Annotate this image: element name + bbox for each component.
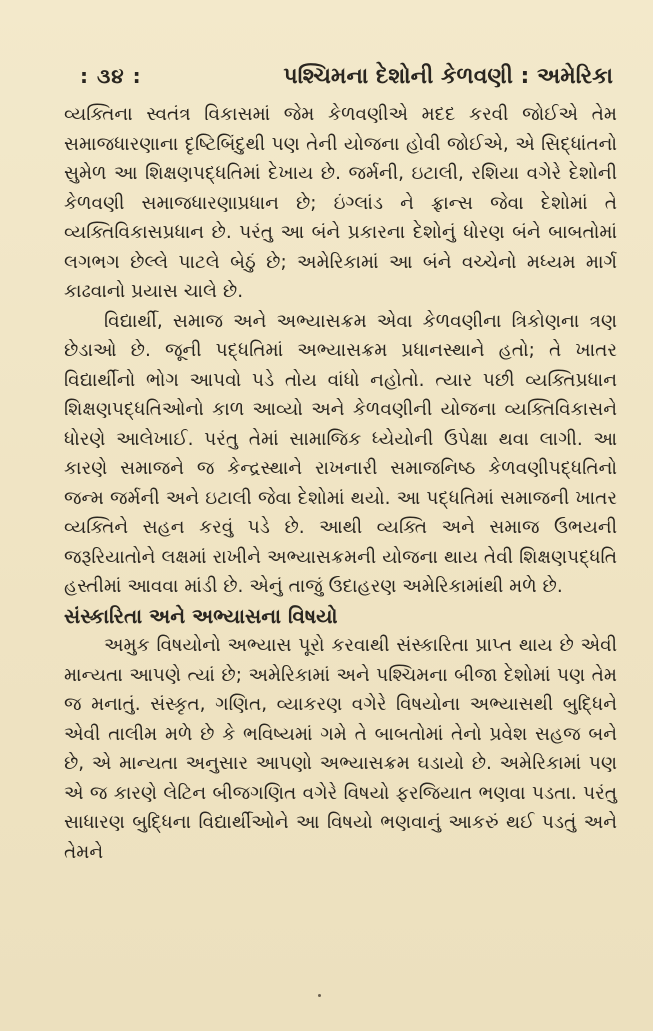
- paragraph-2: વિદ્યાર્થી, સમાજ અને અભ્યાસક્રમ એવા કેળવણીના ત્રિકોણના ત્રણ છેડાઓ છે. જૂની પદ્ધતિમાં અભ્યાસક્રમ પ્રધાનસ્થાને હતો; તે ખાતર વિદ્યાર્થીનો ભોગ આપવો પડે તોય વાંધો નહોતો. ત્યાર પછી વ્યક્તિપ્રધાન શિક્ષણપદ્ધતિઓનો કાળ આવ્યો અને કેળવણીની યોજના વ્યક્તિવિકાસને ધોરણે આલેખાઈ. પરંતુ તેમાં સામાજિક ધ્યેયોની ઉપેક્ષા થવા લાગી. આ કારણે સમાજને જ કેન્દ્રસ્થાને રાખનારી સમાજનિષ્ઠ કેળવણીપદ્ધતિનો જન્મ જર્મની અને ઇટાલી જેવા દેશોમાં થયો. આ પદ્ધતિમાં સમાજની ખાતર વ્યક્તિને સહન કરવું પડે છે. આથી વ્યક્તિ અને સમાજ ઉભયની જરૂરિયાતોને લક્ષમાં રાખીને અભ્યાસક્રમની યોજના થાય તેવી શિક્ષણપદ્ધતિ હસ્તીમાં આવવા માંડી છે. એનું તાજું ઉદાહરણ અમેરિકામાંથી મળે છે.: [64, 310, 617, 597]
- page-number: : ૩૪ :: [80, 64, 142, 88]
- body-text: [64, 100, 617, 867]
- paragraph-3: અમુક વિષયોનો અભ્યાસ પૂરો કરવાથી સંસ્કારિતા પ્રાપ્ત થાય છે એવી માન્યતા આપણે ત્યાં છે; અમેરિકામાં અને પશ્ચિમના બીજા દેશોમાં પણ તેમ જ મનાતું. સંસ્કૃત, ગણિત, વ્યાકરણ વગેરે વિષયોના અભ્યાસથી બુદ્ધિને એવી તાલીમ મળે છે કે ભવિષ્યમાં ગમે તે બાબતોમાં તેનો પ્રવેશ સહજ બને છે, એ માન્યતા અનુસાર આપણો અભ્યાસક્રમ ઘડાયો છે. અમેરિકામાં પણ એ જ કારણે લેટિન બીજગણિત વગેરે વિષયો ફરજિયાત ભણવા પડતા. પરંતુ સાધારણ બુદ્ધિના વિદ્યાર્થીઓને આ વિષયો ભણવાનું આકરું થઈ પડતું અને તેમને: [64, 635, 617, 863]
- section-heading: સંસ્કારિતા અને અભ્યાસના વિષયો: [64, 603, 338, 628]
- running-title: પશ્ચિમના દેશોની કેળવણી : અમેરિકા: [283, 63, 613, 89]
- paragraph-1: વ્યક્તિના સ્વતંત્ર વિકાસમાં જેમ કેળવણીએ મદદ કરવી જોઈએ તેમ સમાજધારણાના દૃષ્ટિબિંદુથી પણ તેની યોજના હોવી જોઈએ, એ સિદ્ધાંતનો સુમેળ આ શિક્ષણપદ્ધતિમાં દેખાય છે. જર્મની, ઇટાલી, રશિયા વગેરે દેશોની કેળવણી સમાજધારણાપ્રધાન છે; ઇંગ્લાંડ ને ફ્રાન્સ જેવા દેશોમાં તે વ્યક્તિવિકાસપ્રધાન છે. પરંતુ આ બંને પ્રકારના દેશોનું ધોરણ બંને બાબતોમાં લગભગ છેલ્લે પાટલે બેઠું છે; અમેરિકામાં આ બંને વચ્ચેનો મધ્યમ માર્ગ કાઢવાનો પ્રયાસ ચાલે છે.: [64, 104, 617, 302]
- ink-speck: [318, 994, 321, 997]
- page-header: [80, 56, 613, 96]
